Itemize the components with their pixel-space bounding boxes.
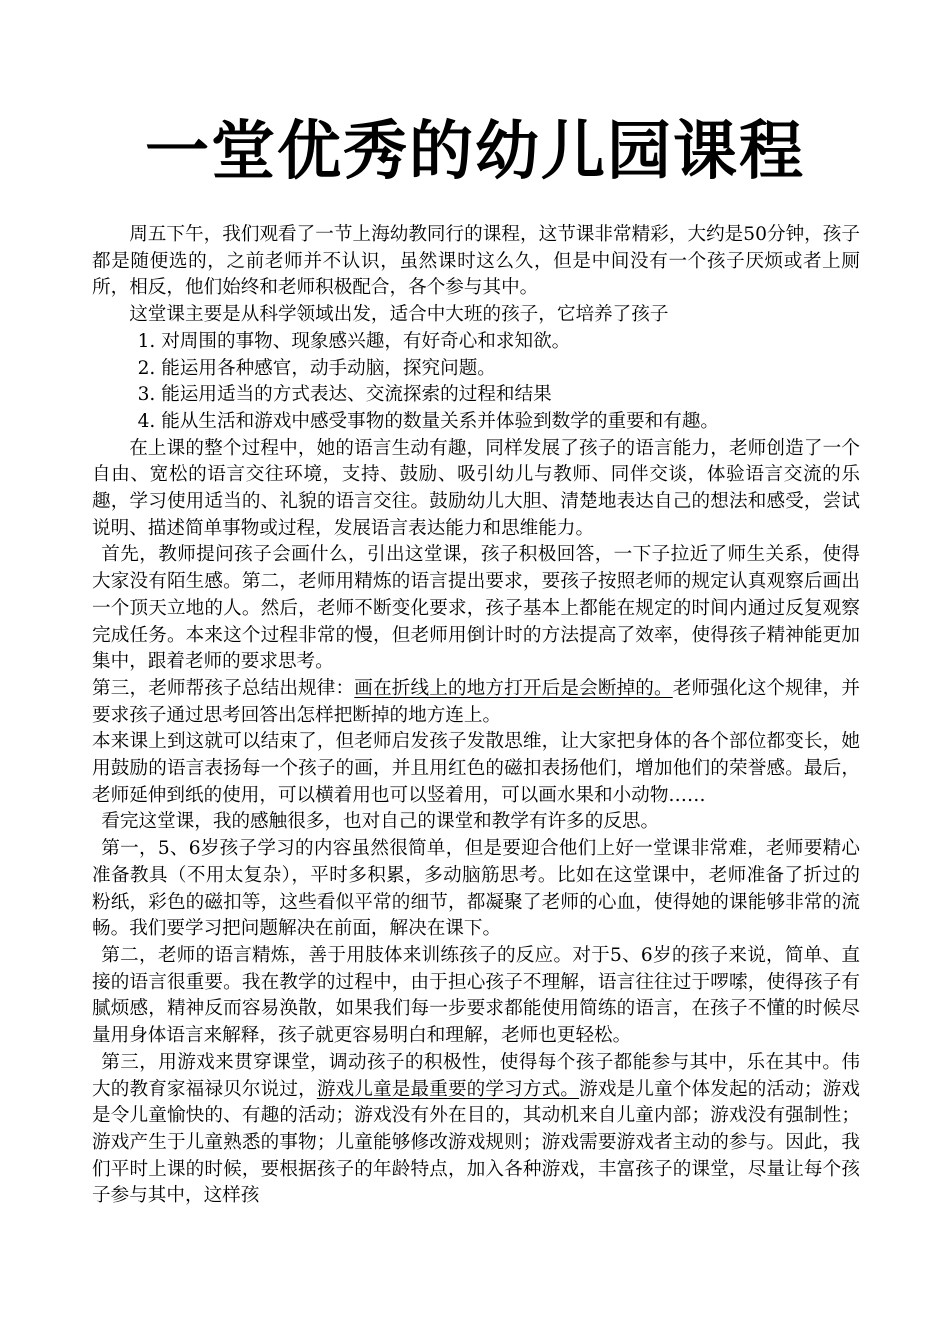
paragraph-focus: 这堂课主要是从科学领域出发，适合中大班的孩子，它培养了孩子 [129,304,669,326]
paragraph-rule-lead: 第三，老师帮孩子总结出规律： [92,677,355,699]
paragraph-point-three [92,1050,860,1210]
paragraph-rule-tail: 老师强化这个规律，并要求孩子通过思考回答出怎样把断掉的地方连上。 [92,677,860,726]
paragraph-point-two: 第二，老师的语言精炼，善于用肢体来训练孩子的反应。对于5、6岁的孩子来说，简单、直接的语言很重要。我在教学的过程中，由于担心孩子不理解，语言往往过于啰嗦，使得孩子有腻烦感，精神反而容易涣散，如果我们每一步要求都能使用简练的语言，在孩子不懂的时候尽量用身体语言来解释，孩子就更容易明白和理解，老师也更轻松。 [92,944,860,1047]
list-item: 4. 能从生活和游戏中感受事物的数量关系并体验到数学的重要和有趣。 [137,410,720,432]
document-body [92,222,860,1210]
paragraph-point-three-tail: 游戏是儿童个体发起的活动；游戏是令儿童愉快的、有趣的活动；游戏没有外在目的，其动机来自儿童内部；游戏没有强制性；游戏产生于儿童熟悉的事物；儿童能够修改游戏规则；游戏需要游戏者主动的参与。因此，我们平时上课的时候，要根据孩子的年龄特点，加入各种游戏，丰富孩子的课堂，尽量让每个孩子参与其中，这样孩 [92,1078,860,1207]
paragraph-point-three-lead: 第三，用游戏来贯穿课堂，调动孩子的积极性，使得每个孩子都能参与其中，乐在其中。伟大的教育家福禄贝尔说过， [92,1051,860,1100]
paragraph-reflection: 看完这堂课，我的感触很多，也对自己的课堂和教学有许多的反思。 [101,811,660,833]
underlined-rule: 画在折线上的地方打开后是会断掉的。 [354,677,673,699]
document-title: 一堂优秀的幼儿园课程 [145,115,805,189]
paragraph-intro: 周五下午，我们观看了一节上海幼教同行的课程，这节课非常精彩，大约是50分钟，孩子都是随便选的，之前老师并不认识，虽然课时这么久，但是中间没有一个孩子厌烦或者上厕所，相反，他们始终和老师积极配合，各个参与其中。 [92,224,860,299]
list-item: 2. 能运用各种感官，动手动脑，探究问题。 [137,357,496,379]
paragraph-language: 在上课的整个过程中，她的语言生动有趣，同样发展了孩子的语言能力，老师创造了一个自由、宽松的语言交往环境，支持、鼓励、吸引幼儿与教师、同伴交谈，体验语言交流的乐趣，学习使用适当的、礼貌的语言交往。鼓励幼儿大胆、清楚地表达自己的想法和感受，尝试说明、描述简单事物或过程，发展语言表达能力和思维能力。 [92,437,860,539]
list-item: 3. 能运用适当的方式表达、交流探索的过程和结果 [137,384,552,406]
list-item: 1. 对周围的事物、现象感兴趣，有好奇心和求知欲。 [137,330,571,352]
paragraph-rule [92,676,860,729]
paragraph-first: 首先，教师提问孩子会画什么，引出这堂课，孩子积极回答，一下子拉近了师生关系，使得大家没有陌生感。第二，老师用精炼的语言提出要求，要孩子按照老师的规定认真观察后画出一个顶天立地的人。然后，老师不断变化要求，孩子基本上都能在规定的时间内通过反复观察完成任务。本来这个过程非常的慢，但老师用倒计时的方法提高了效率，使得孩子精神能更加集中，跟着老师的要求思考。 [92,544,860,673]
paragraph-point-one: 第一，5、6岁孩子学习的内容虽然很简单，但是要迎合他们上好一堂课非常难，老师要精心准备教具（不用太复杂），平时多积累，多动脑筋思考。比如在这堂课中，老师准备了折过的粉纸，彩色的磁扣等，这些看似平常的细节，都凝聚了老师的心血，使得她的课能够非常的流畅。我们要学习把问题解决在前面，解决在课下。 [92,838,860,940]
paragraph-extension: 本来课上到这就可以结束了，但老师启发孩子发散思维，让大家把身体的各个部位都变长，她用鼓励的语言表扬每一个孩子的画，并且用红色的磁扣表扬他们，增加他们的荣誉感。最后，老师延伸到纸的使用，可以横着用也可以竖着用，可以画水果和小动物…… [92,731,860,806]
underlined-quote: 游戏儿童是最重要的学习方式。 [316,1078,580,1100]
